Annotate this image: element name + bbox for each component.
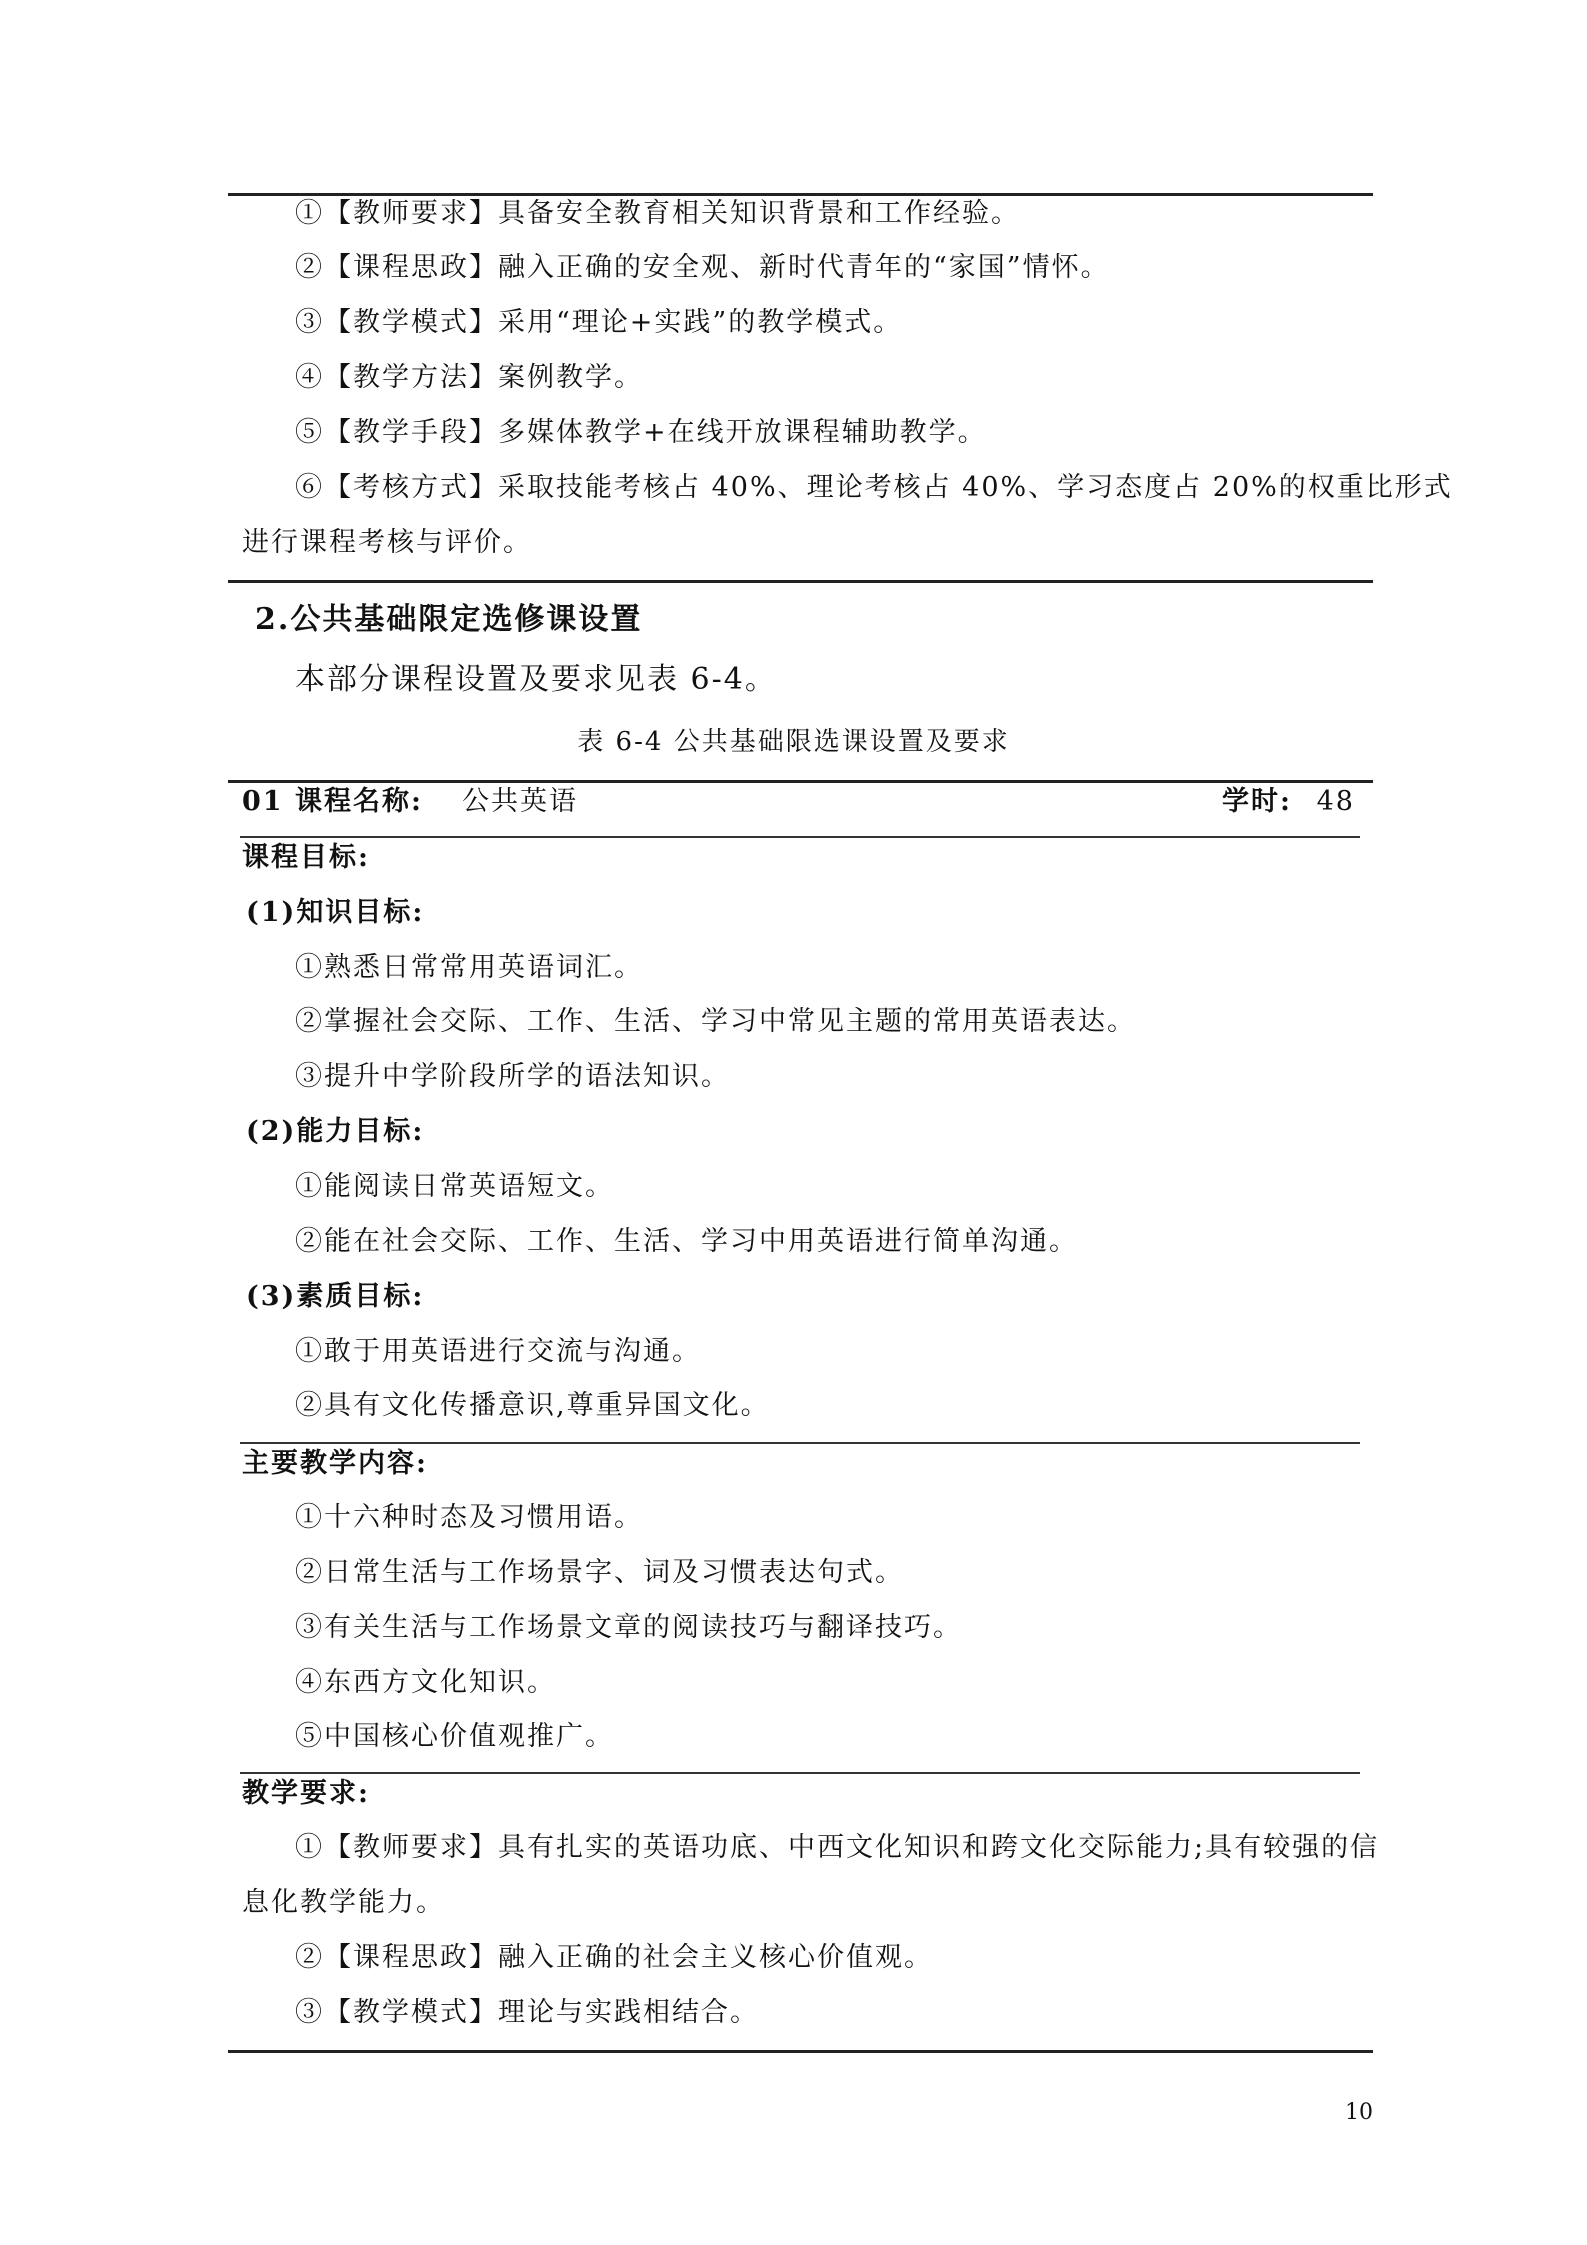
requirement-means: ⑤【教学手段】多媒体教学+在线开放课程辅助教学。 xyxy=(295,417,987,448)
table-caption: 表 6-4 公共基础限选课设置及要求 xyxy=(577,727,1010,757)
course-name: 公共英语 xyxy=(462,786,578,817)
section-heading: 2.公共基础限定选修课设置 xyxy=(255,602,643,637)
ability-item-1: ①能阅读日常英语短文。 xyxy=(295,1171,614,1202)
req-mode: ③【教学模式】理论与实践相结合。 xyxy=(295,1997,759,2028)
requirement-assessment-cont: 进行课程考核与评价。 xyxy=(242,527,532,558)
table-6-4-top-rule xyxy=(228,780,1373,783)
ability-title: (2)能力目标: xyxy=(246,1116,425,1147)
header-row-rule xyxy=(240,836,1360,838)
content-item-3: ③有关生活与工作场景文章的阅读技巧与翻译技巧。 xyxy=(295,1612,962,1643)
knowledge-item-3: ③提升中学阶段所学的语法知识。 xyxy=(295,1061,730,1092)
requirement-method: ④【教学方法】案例教学。 xyxy=(295,362,643,393)
requirement-ideology: ②【课程思政】融入正确的安全观、新时代青年的“家国”情怀。 xyxy=(295,252,1110,283)
course-hours xyxy=(1222,784,1355,820)
content-title: 主要教学内容: xyxy=(242,1448,428,1479)
content-item-4: ④东西方文化知识。 xyxy=(295,1667,556,1698)
req-ideology: ②【课程思政】融入正确的社会主义核心价值观。 xyxy=(295,1942,933,1973)
hours-value: 48 xyxy=(1316,786,1355,817)
section-intro: 本部分课程设置及要求见表 6-4。 xyxy=(295,662,777,697)
requirement-assessment: ⑥【考核方式】采取技能考核占 40%、理论考核占 40%、学习态度占 20%的权重比形式 xyxy=(295,472,1453,503)
req-teacher: ①【教师要求】具有扎实的英语功底、中西文化知识和跨文化交际能力;具有较强的信 xyxy=(295,1832,1380,1863)
table-6-4-bottom-rule xyxy=(228,2050,1373,2053)
table-bottom-rule xyxy=(228,580,1373,583)
hours-label: 学时: xyxy=(1222,786,1292,817)
quality-title: (3)素质目标: xyxy=(246,1281,425,1312)
content-row-rule xyxy=(240,1772,1360,1774)
goals-row-rule xyxy=(240,1442,1360,1444)
content-item-1: ①十六种时态及习惯用语。 xyxy=(295,1502,643,1533)
knowledge-item-1: ①熟悉日常常用英语词汇。 xyxy=(295,952,643,983)
knowledge-item-2: ②掌握社会交际、工作、生活、学习中常见主题的常用英语表达。 xyxy=(295,1006,1136,1037)
content-item-2: ②日常生活与工作场景字、词及习惯表达句式。 xyxy=(295,1557,904,1588)
requirement-teacher: ①【教师要求】具备安全教育相关知识背景和工作经验。 xyxy=(295,198,1020,229)
req-teacher-cont: 息化教学能力。 xyxy=(242,1887,445,1918)
quality-item-2: ②具有文化传播意识,尊重异国文化。 xyxy=(295,1390,770,1421)
requirement-mode: ③【教学模式】采用“理论+实践”的教学模式。 xyxy=(295,307,903,338)
course-name-label: 01 课程名称: xyxy=(242,786,423,817)
goals-title: 课程目标: xyxy=(242,842,370,873)
content-item-5: ⑤中国核心价值观推广。 xyxy=(295,1721,614,1752)
knowledge-title: (1)知识目标: xyxy=(246,897,425,928)
req-title: 教学要求: xyxy=(242,1778,370,1809)
quality-item-1: ①敢于用英语进行交流与沟通。 xyxy=(295,1336,701,1367)
ability-item-2: ②能在社会交际、工作、生活、学习中用英语进行简单沟通。 xyxy=(295,1226,1078,1257)
page-number: 10 xyxy=(1345,2100,1373,2125)
